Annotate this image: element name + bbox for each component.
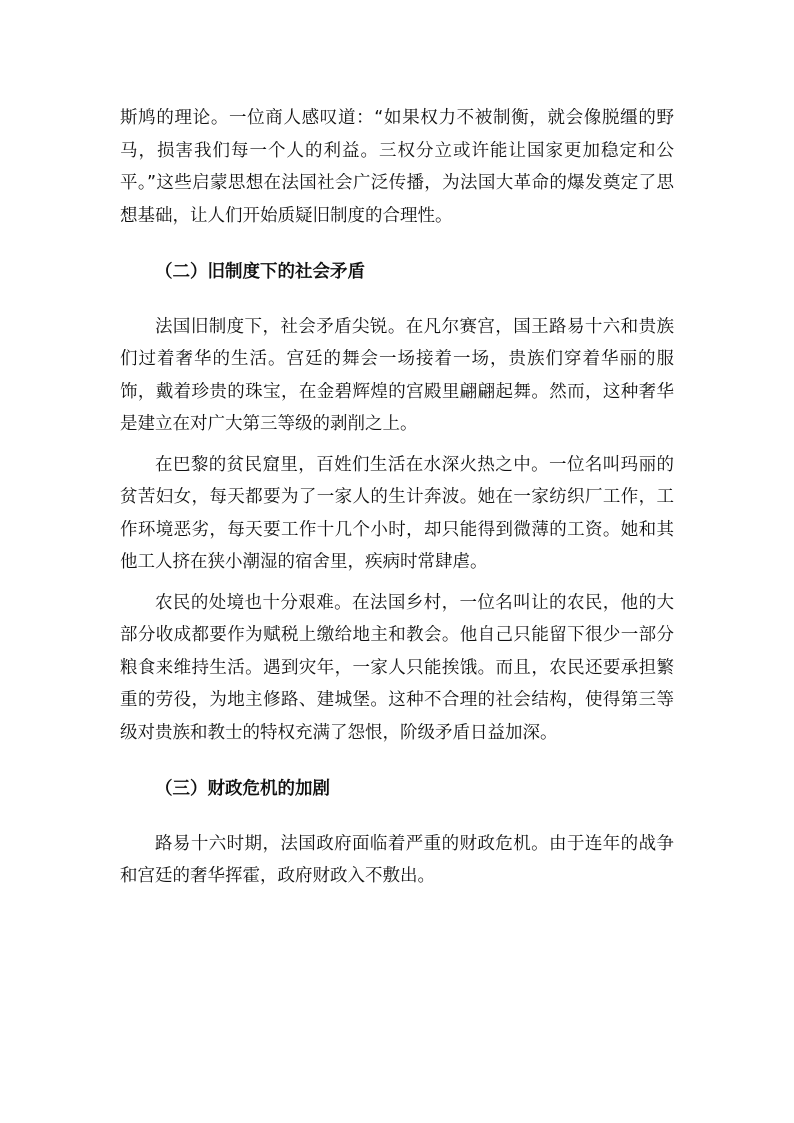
document-body: [120, 102, 674, 901]
paragraph-peasants: 农民的处境也十分艰难。在法国乡村，一位名叫让的农民，他的大部分收成都要作为赋税上缴给地主和教会。他自己只能留下很少一部分粮食来维持生活。遇到灾年，一家人只能挨饿。而且，农民还要承担繁重的劳役，为地主修路、建城堡。这种不合理的社会结构，使得第三等级对贵族和教士的特权充满了怨恨，阶级矛盾日益加深。: [120, 592, 674, 743]
paragraph-fiscal-crisis: 路易十六时期，法国政府面临着严重的财政危机。由于连年的战争和宫廷的奢华挥霍，政府财政入不敷出。: [120, 833, 674, 886]
section-heading-social-contradictions: （二）旧制度下的社会矛盾: [155, 262, 365, 282]
section-heading-fiscal-crisis: （三）财政危机的加剧: [155, 779, 330, 799]
paragraph-continuation: 斯鸠的理论。一位商人感叹道：“如果权力不被制衡，就会像脱缰的野马，损害我们每一个人的利益。三权分立或许能让国家更加稳定和公平。”这些启蒙思想在法国社会广泛传播，为法国大革命的爆发奠定了思想基础，让人们开始质疑旧制度的合理性。: [120, 108, 674, 226]
paragraph-paris-slums: 在巴黎的贫民窟里，百姓们生活在水深火热之中。一位名叫玛丽的贫苦妇女，每天都要为了一家人的生计奔波。她在一家纺织厂工作，工作环境恶劣，每天要工作十几个小时，却只能得到微薄的工资。她和其他工人挤在狭小潮湿的宿舍里，疾病时常肆虐。: [120, 454, 674, 572]
paragraph-versailles: 法国旧制度下，社会矛盾尖锐。在凡尔赛宫，国王路易十六和贵族们过着奢华的生活。宫廷的舞会一场接着一场，贵族们穿着华丽的服饰，戴着珍贵的珠宝，在金碧辉煌的宫殿里翩翩起舞。然而，这种奢华是建立在对广大第三等级的剥削之上。: [120, 316, 674, 434]
